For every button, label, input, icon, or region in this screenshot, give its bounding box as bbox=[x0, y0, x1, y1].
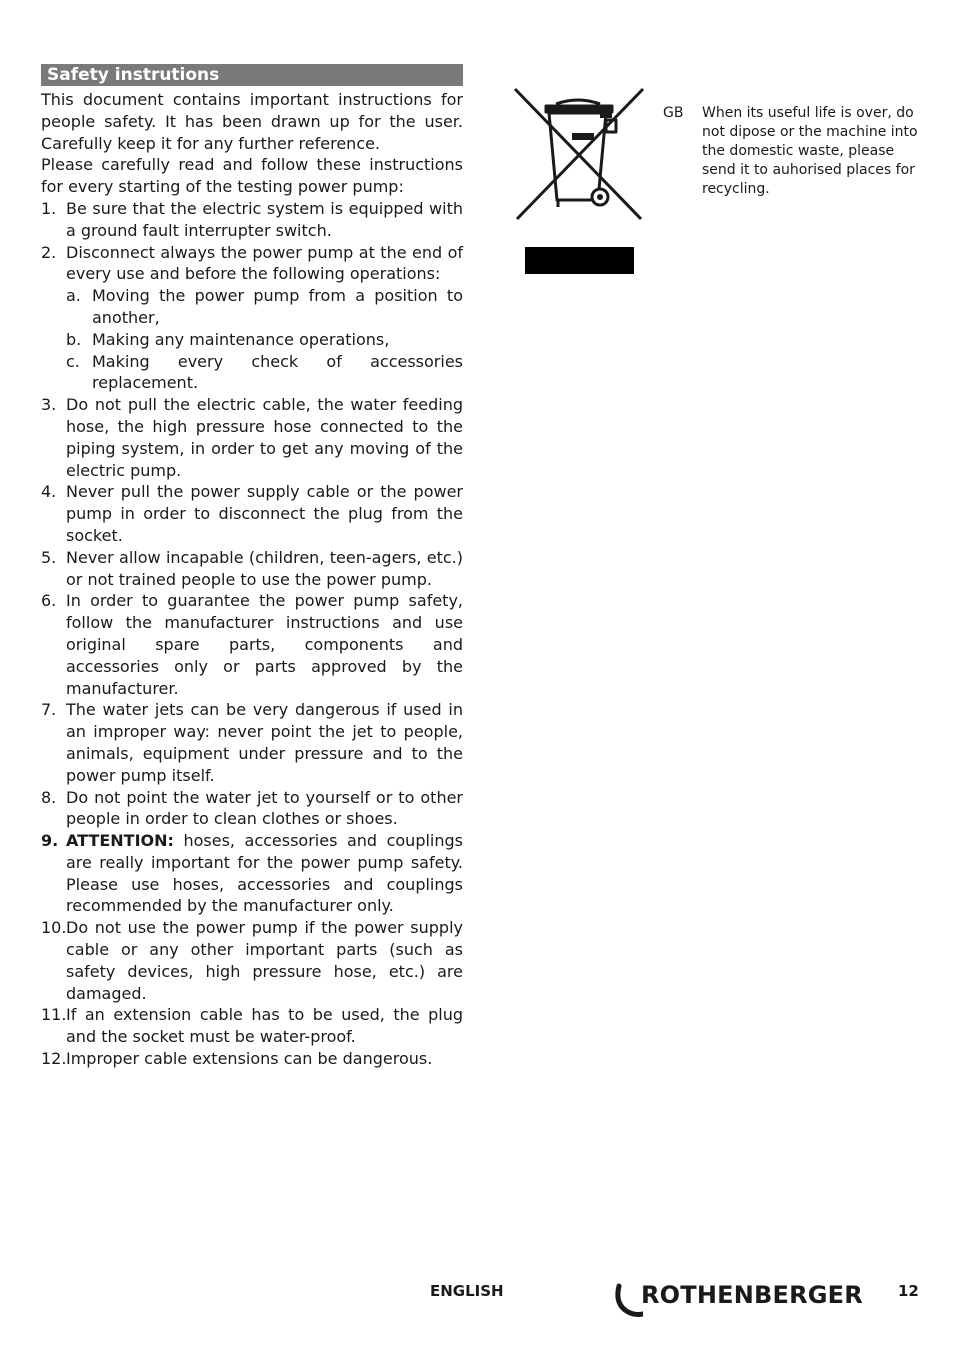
safety-section bbox=[41, 64, 463, 1070]
brand-name: ROTHENBERGER bbox=[641, 1281, 863, 1309]
language-code: GB bbox=[663, 105, 684, 121]
list-item: 7. The water jets can be very dangerous if used in an improper way: never point the jet to people, animals, equipment under pressure and to the power pump itself. bbox=[41, 700, 463, 785]
brand-logo bbox=[613, 1280, 863, 1320]
list-item: 10. Do not use the power pump if the power supply cable or any other important parts (such as safety devices, high pressure hose, etc.) are damaged. bbox=[41, 918, 463, 1003]
sub-list-item: c. Making every check of accessories replacement. bbox=[66, 351, 463, 393]
list-item: 1. Be sure that the electric system is equipped with a ground fault interrupter switch. bbox=[41, 198, 463, 240]
sub-list bbox=[66, 285, 463, 394]
list-item: 8. Do not point the water jet to yourself or to other people in order to clean clothes or shoes. bbox=[41, 787, 463, 829]
sub-list-item: a. Moving the power pump from a position to another, bbox=[66, 286, 463, 327]
weee-bar bbox=[525, 247, 634, 274]
list-item: 3. Do not pull the electric cable, the water feeding hose, the high pressure hose connected to the piping system, in order to get any moving of the electric pump. bbox=[41, 395, 463, 480]
list-item: 4. Never pull the power supply cable or the power pump in order to disconnect the plug from the socket. bbox=[41, 482, 463, 545]
crossed-out-wheelie-bin-icon bbox=[512, 86, 646, 222]
list-item: 11. If an extension cable has to be used, the plug and the socket must be water-proof. bbox=[41, 1005, 463, 1047]
logo-swoosh-icon bbox=[613, 1280, 643, 1320]
intro-paragraph-2: Please carefully read and follow these instructions for every starting of the testing power pump: bbox=[41, 155, 463, 197]
list-item: 2. Disconnect always the power pump at the end of every use and before the following operations: a. Moving the power pump from a position to another, b. Making any maintenance operations, c. Making every check of accessories replacement. bbox=[41, 242, 463, 393]
footer-language: ENGLISH bbox=[430, 1282, 504, 1300]
list-item: 6. In order to guarantee the power pump safety, follow the manufacturer instructions and use original spare parts, components and accessories only or parts approved by the manufacturer. bbox=[41, 591, 463, 698]
section-title: Safety instrutions bbox=[41, 64, 463, 86]
recycling-note bbox=[663, 104, 923, 199]
page-number: 12 bbox=[898, 1282, 919, 1300]
instruction-list bbox=[41, 198, 463, 1070]
list-item: 12. Improper cable extensions can be dangerous. bbox=[41, 1049, 433, 1069]
intro-paragraph-1: This document contains important instructions for people safety. It has been drawn up for the user. Carefully keep it for any further reference. bbox=[41, 90, 463, 153]
recycling-text: When its useful life is over, do not dipose or the machine into the domestic waste, please send it to auhorised places for recycling. bbox=[702, 105, 918, 197]
list-item: 5. Never allow incapable (children, teen-agers, etc.) or not trained people to use the power pump. bbox=[41, 547, 463, 589]
sub-list-item: b. Making any maintenance operations, bbox=[66, 329, 390, 349]
list-item-attention: 9. ATTENTION: hoses, accessories and couplings are really important for the power pump safety. Please use hoses, accessories and couplings recommended by the manufacturer only. bbox=[41, 831, 463, 916]
